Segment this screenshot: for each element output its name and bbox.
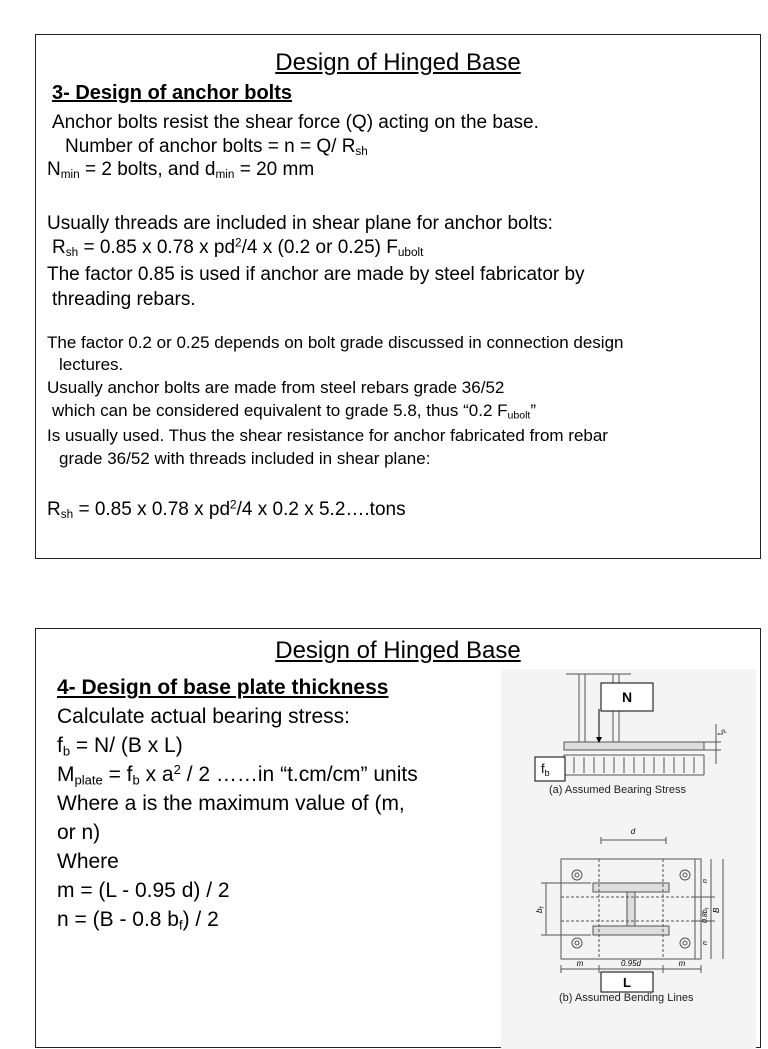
svg-text:tp: $t_p$ <box>716 729 727 735</box>
svg-text:d: d <box>630 827 636 836</box>
text-line: Usually threads are included in shear plane for anchor bolts: <box>47 213 553 234</box>
text-line: Calculate actual bearing stress: <box>57 705 350 728</box>
text-line: Anchor bolts resist the shear force (Q) acting on the base. <box>52 112 539 133</box>
label-N: N <box>621 689 633 705</box>
svg-text:bf: $b_f$ <box>535 906 546 913</box>
slide-title: Design of Hinged Base <box>275 49 521 76</box>
formula-fb: $f_b = N/$ (B x L) <box>57 734 183 759</box>
section-heading: 4- Design of base plate thickness <box>57 676 389 699</box>
text-line: Usually anchor bolts are made from steel rebars grade 36/52 <box>47 378 505 397</box>
formula-bolt-count: Number of anchor bolts = n = Q/ $R_{sh}$ <box>65 136 368 158</box>
slide-base-plate <box>35 628 761 1048</box>
base-plate-figure <box>501 669 756 1049</box>
text-line: Where <box>57 850 119 873</box>
formula-n: n = (B - 0.8 $b_f) / 2$ <box>57 908 219 933</box>
formula-min-bolts: $N_{min} = 2$ bolts, and $d_{min} = 20$ mm <box>47 159 315 181</box>
formula-rsh-final: $R_{sh} = 0.85$ x 0.78 x $pd^2/4$ x 0.2 x 5.2….tons <box>47 498 406 521</box>
svg-text:m: m <box>678 959 686 968</box>
caption-a: (a) Assumed Bearing Stress <box>549 784 686 796</box>
svg-text:0.95d: 0.95d <box>620 959 642 968</box>
text-line: Where a is the maximum value of (m, <box>57 792 405 815</box>
caption-b: (b) Assumed Bending Lines <box>559 992 694 1004</box>
text-line: grade 36/52 with threads included in shear plane: <box>59 449 431 468</box>
slide-title: Design of Hinged Base <box>275 637 521 664</box>
label-fb: $f_b$ <box>541 761 550 778</box>
base-plate-diagram <box>501 669 756 1049</box>
label-L: L <box>623 975 631 990</box>
text-line: which can be considered equivalent to grade 5.8, thus “0.2 $F_{ubolt}$” <box>52 401 537 422</box>
svg-text:n: n <box>702 879 709 883</box>
formula-mplate: $M_{plate} = f_b$ x $a^2 / 2$ ……in “t.cm/cm” units <box>57 761 418 788</box>
svg-text:0.8bf: $0.8b_f$ <box>702 907 711 923</box>
svg-text:n: n <box>702 941 709 945</box>
svg-text:B: B <box>712 907 721 913</box>
text-line: threading rebars. <box>52 289 196 310</box>
text-line: or n) <box>57 821 101 844</box>
text-line: lectures. <box>59 355 124 374</box>
formula-m: m = (L - 0.95 d) / 2 <box>57 879 230 902</box>
text-line: The factor 0.85 is used if anchor are made by steel fabricator by <box>47 264 585 285</box>
text-line: Is usually used. Thus the shear resistance for anchor fabricated from rebar <box>47 426 608 445</box>
section-heading: 3- Design of anchor bolts <box>52 82 293 104</box>
formula-rsh: $R_{sh} = 0.85$ x 0.78 x $pd^2/4$ x (0.2 or 0.25) $F_{ubolt}$ <box>52 236 424 259</box>
slide-anchor-bolts <box>35 34 761 559</box>
text-line: The factor 0.2 or 0.25 depends on bolt grade discussed in connection design <box>47 333 624 352</box>
svg-text:m: m <box>576 959 584 968</box>
